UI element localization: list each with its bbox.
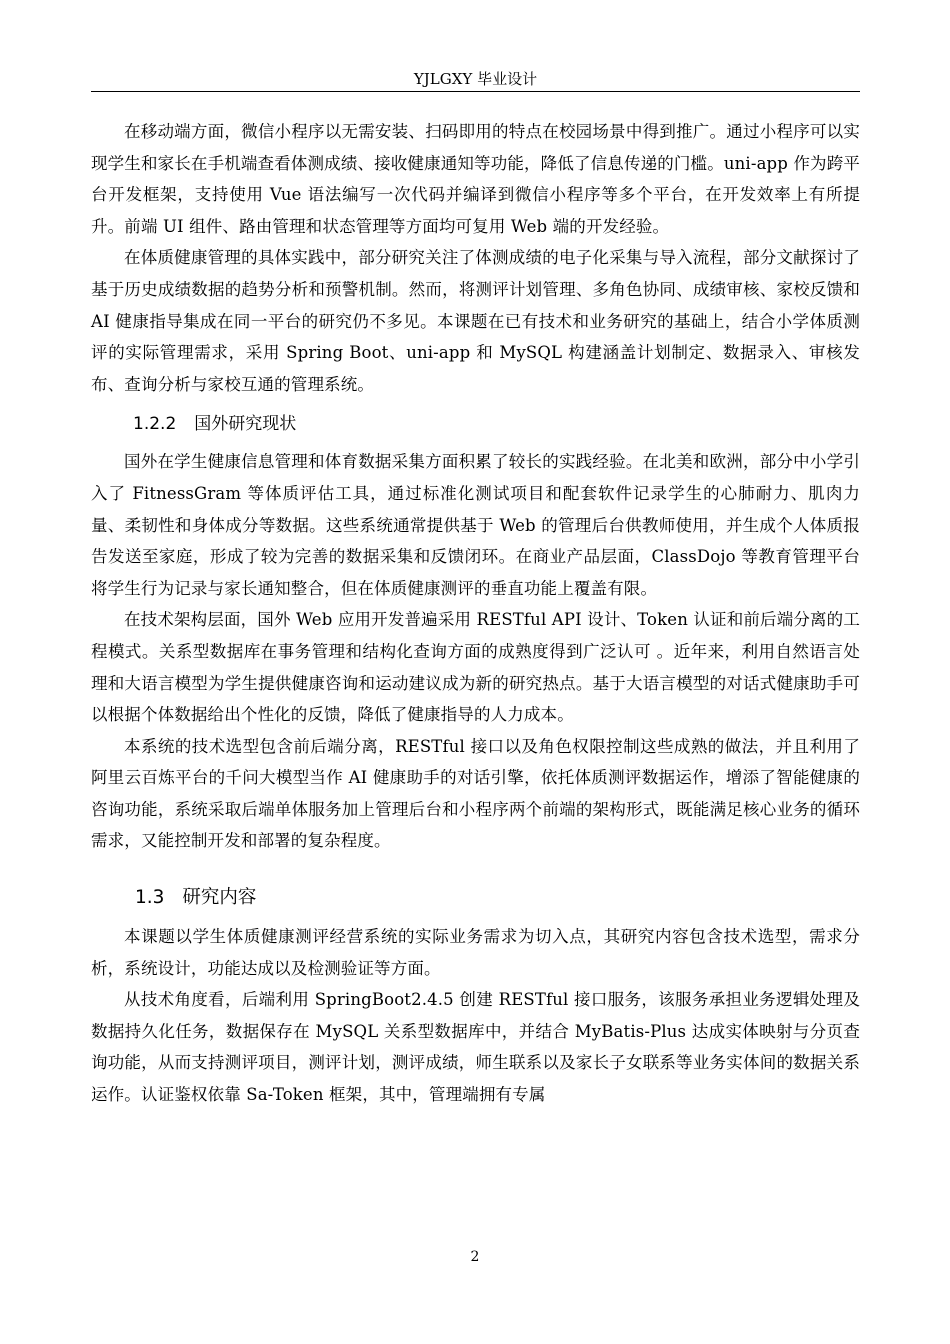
section-number: 1.2.2 — [133, 414, 177, 435]
paragraph-technical-perspective: 从技术角度看，后端利用 SpringBoot2.4.5 创建 RESTful 接口服务，该服务承担业务逻辑处理及数据持久化任务，数据保存在 MySQL 关系型数据库中，并结合 MyBatis-Plus 达成实体映射与分页查询功能，从而支持测评项目，测评计划，测评成绩，师生联系以及家长子女联系等业务实体间的数据关系运作。认证鉴权依靠 Sa-Token 框架，其中，管理端拥有专属 — [91, 990, 860, 1105]
section-heading-1-3 — [91, 881, 860, 915]
paragraph-mobile-miniprogram: 在移动端方面，微信小程序以无需安装、扫码即用的特点在校园场景中得到推广。通过小程序可以实现学生和家长在手机端查看体测成绩、接收健康通知等功能，降低了信息传递的门槛。uni-app 作为跨平台开发框架，支持使用 Vue 语法编写一次代码并编译到微信小程序等多个平台，在开发效率上有所提升。前端 UI 组件、路由管理和状态管理等方面均可复用 Web 端的开发经验。 — [91, 122, 860, 236]
paragraph-tech-architecture: 在技术架构层面，国外 Web 应用开发普遍采用 RESTful API 设计、Token 认证和前后端分离的工程模式。关系型数据库在事务管理和结构化查询方面的成熟度得到广泛认可 。近年来，利用自然语言处理和大语言模型为学生提供健康咨询和运动建议成为新的研究热点。基于大语言模型的对话式健康助手可以根据个体数据给出个性化的反馈，降低了健康指导的人力成本。 — [91, 610, 860, 725]
section-number: 1.3 — [135, 887, 165, 909]
page-number: 2 — [470, 1249, 480, 1265]
page-header: YJLGXY 毕业设计 — [413, 70, 538, 88]
section-title: 国外研究现状 — [194, 414, 297, 435]
page-body — [91, 116, 860, 1111]
paragraph-foreign-practice: 国外在学生健康信息管理和体育数据采集方面积累了较长的实践经验。在北美和欧洲，部分中小学引入了 FitnessGram 等体质评估工具，通过标准化测试项目和配套软件记录学生的心肺耐力、肌肉力量、柔韧性和身体成分等数据。这些系统通常提供基于 Web 的管理后台供教师使用，并生成个人体质报告发送至家庭，形成了较为完善的数据采集和反馈闭环。在商业产品层面，ClassDojo 等教育管理平台将学生行为记录与家长通知整合，但在体质健康测评的垂直功能上覆盖有限。 — [91, 452, 860, 598]
paragraph-research-content: 本课题以学生体质健康测评经营系统的实际业务需求为切入点，其研究内容包含技术选型，需求分析，系统设计，功能达成以及检测验证等方面。 — [91, 927, 860, 978]
paragraph-health-management-practice: 在体质健康管理的具体实践中，部分研究关注了体测成绩的电子化采集与导入流程，部分文献探讨了基于历史成绩数据的趋势分析和预警机制。然而，将测评计划管理、多角色协同、成绩审核、家校反馈和 AI 健康指导集成在同一平台的研究仍不多见。本课题在已有技术和业务研究的基础上，结合小学体质测评的实际管理需求，采用 Spring Boot、uni-app 和 MySQL 构建涵盖计划制定、数据录入、审核发布、查询分析与家校互通的管理系统。 — [91, 248, 860, 394]
section-heading-1-2-2 — [91, 408, 860, 440]
paragraph-system-tech-selection: 本系统的技术选型包含前后端分离，RESTful 接口以及角色权限控制这些成熟的做法，并且利用了阿里云百炼平台的千问大模型当作 AI 健康助手的对话引擎，依托体质测评数据运作，增添了智能健康的咨询功能，系统采取后端单体服务加上管理后台和小程序两个前端的架构形式，既能满足核心业务的循环需求，又能控制开发和部署的复杂程度。 — [91, 736, 860, 851]
section-title: 研究内容 — [182, 887, 257, 909]
header-divider — [91, 91, 860, 92]
